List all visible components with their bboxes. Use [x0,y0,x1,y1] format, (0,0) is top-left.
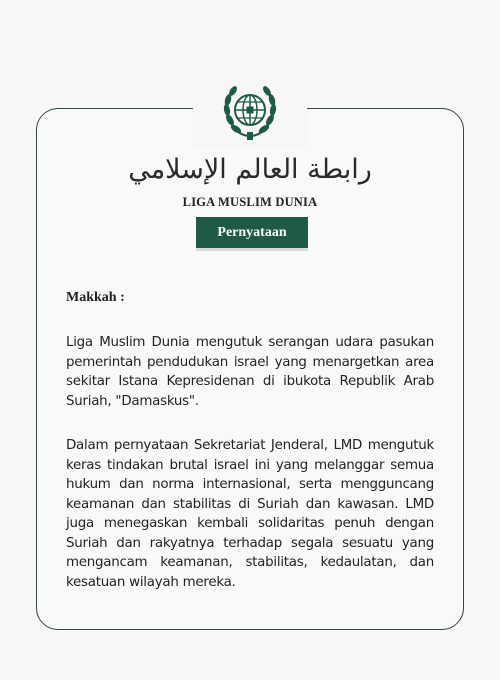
globe-laurel-icon [222,80,278,144]
location-label: Makkah : [66,290,125,305]
arabic-org-name: رابطة العالم الإسلامي [128,154,372,185]
org-name: LIGA MUSLIM DUNIA [182,195,318,209]
statement-badge: Pernyataan [196,217,308,251]
paragraph-1: Liga Muslim Dunia mengutuk serangan udara pasukan pemerintah pendudukan israel yang menargetkan area sekitar Istana Kepresidenan di ibukota Republik Arab Suriah, "Damaskus". [66,335,434,409]
paragraph-2: Dalam pernyataan Sekretariat Jenderal, LMD mengutuk keras tindakan brutal israel ini yang melanggar semua hukum dan norma internasional, serta mengguncang keamanan dan stabilitas di Suriah dan kawasan. LMD juga menegaskan kembali solidaritas penuh dengan Suriah dan rakyatnya terhadap segala sesuatu yang mengancam keamanan, stabilitas, kedaulatan, dan kesatuan wilayah mereka. [66,438,434,590]
